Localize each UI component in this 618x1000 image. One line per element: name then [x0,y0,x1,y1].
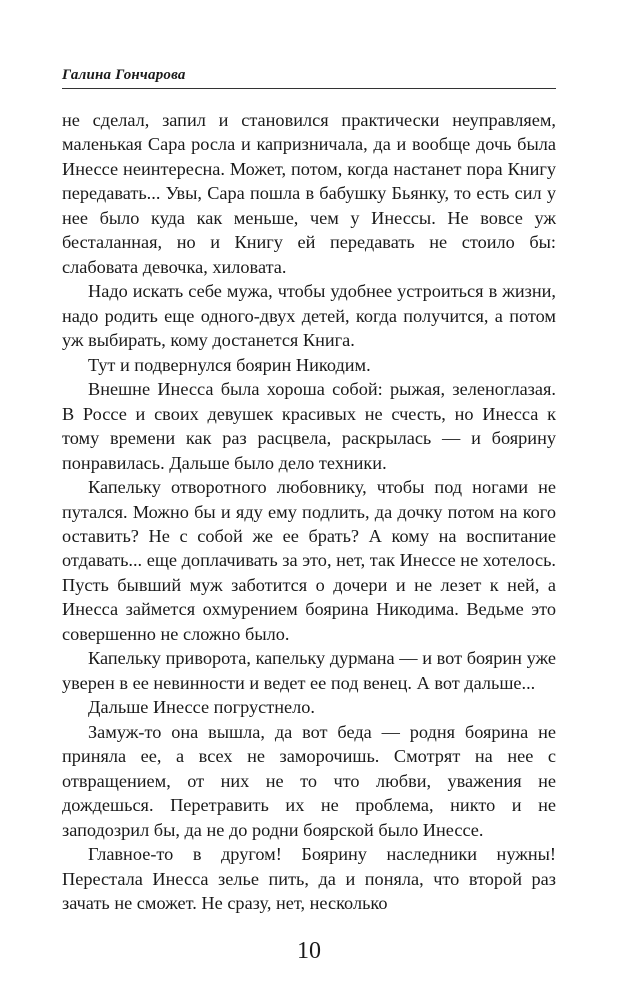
paragraph: Надо искать себе мужа, чтобы удобнее устроиться в жизни, надо родить еще одного-двух детей, когда получится, а потом уж выбирать, кому достанется Книга. [62,281,556,351]
paragraph: Капельку приворота, капельку дурмана — и вот боярин уже уверен в ее невинности и ведет ее под венец. А вот дальше... [62,648,556,693]
paragraph: Внешне Инесса была хороша собой: рыжая, зеленоглазая. В Россе и своих девушек красивых не счесть, но Инесса к тому времени как раз расцвела, раскрылась — и боярину понравилась. Дальше было дело техники. [62,379,556,473]
page-number: 10 [297,938,321,964]
paragraph: Главное-то в другом! Боярину наследники нужны! Перестала Инесса зелье пить, да и поняла, что второй раз зачать не сможет. Не сразу, нет, несколько [62,844,556,913]
paragraph-continuation: не сделал, запил и становился практически неуправляем, маленькая Сара росла и капризничала, да и вообще дочь была Инессе неинтересна. Может, потом, когда настанет пора Книгу передавать... Увы, Сара пошла в бабушку Бьянку, то есть сил у нее было куда как меньше, чем у Инессы. Не вовсе уж бесталанная, но и Книгу ей передавать не стоило бы: слабовата девочка, хиловата. [62,110,556,277]
running-head-author: Галина Гончарова [62,67,186,83]
body-text [62,108,556,915]
header-divider [62,88,556,89]
paragraph: Замуж-то она вышла, да вот беда — родня боярина не приняла ее, а всех не заморочишь. Смотрят на нее с отвращением, от них не то что любви, уважения не дождешься. Перетравить их не проблема, никто и не заподозрил бы, да не до родни боярской было Инессе. [62,721,556,840]
paragraph: Тут и подвернулся боярин Никодим. [88,354,371,375]
paragraph: Капельку отворотного любовнику, чтобы под ногами не путался. Можно бы и яду ему подлить, да дочку потом на кого оставить? Не с собой же ее брать? А кому на воспитание отдавать... еще доплачивать за это, нет, так Инессе не хотелось. Пусть бывший муж заботится о дочери и не лезет к ней, а Инесса займется охмурением боярина Никодима. Ведьме это совершенно не сложно было. [62,477,556,644]
paragraph: Дальше Инессе погрустнело. [88,697,315,718]
